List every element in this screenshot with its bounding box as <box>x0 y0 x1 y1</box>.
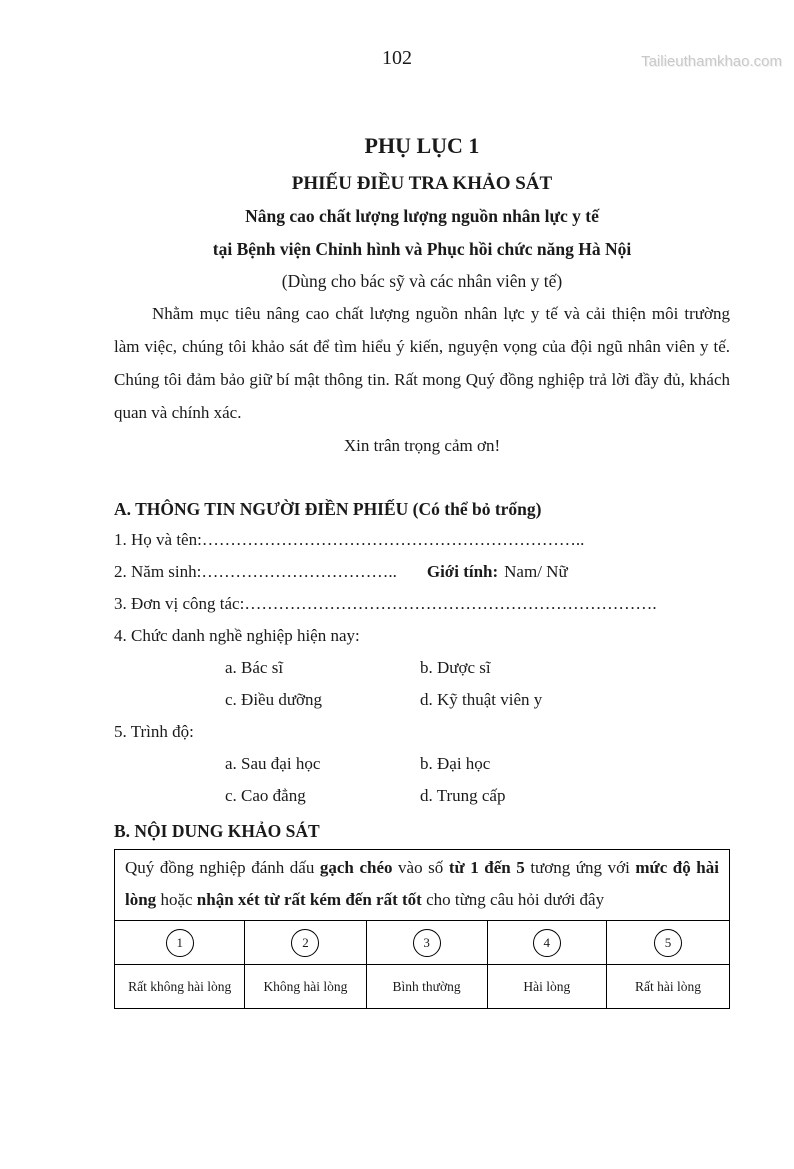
scale-number-cell-3 <box>366 921 487 965</box>
option-education-b: b. Đại học <box>420 754 491 773</box>
option-education-c: c. Cao đẳng <box>225 786 306 805</box>
option-education-a: a. Sau đại học <box>225 754 321 773</box>
option-occupation-b: b. Dược sĩ <box>420 658 491 677</box>
thanks-line: Xin trân trọng cảm ơn! <box>343 436 501 455</box>
occupation-options-row-1 <box>114 652 730 684</box>
circled-number-2-icon: 2 <box>291 929 319 957</box>
option-occupation-c: c. Điều dưỡng <box>225 690 323 709</box>
scale-label-cell-5: Rất hài lòng <box>606 965 729 1009</box>
field-workplace: 3. Đơn vị công tác:………………………………………………………………. <box>114 594 657 613</box>
field-fullname: 1. Họ và tên:………………………………………………………….. <box>114 530 585 549</box>
appendix-title: PHỤ LỤC 1 <box>364 133 480 158</box>
page-number: 102 <box>382 47 412 69</box>
question-occupation: 4. Chức danh nghề nghiệp hiện nay: <box>114 626 360 645</box>
circled-number-1-icon: 1 <box>166 929 194 957</box>
option-occupation-d: d. Kỹ thuật viên y <box>420 690 543 709</box>
audience-note: (Dùng cho bác sỹ và các nhân viên y tế) <box>281 271 563 291</box>
scale-label-cell-2: Không hài lòng <box>245 965 366 1009</box>
scale-label-cell-3: Bình thường <box>366 965 487 1009</box>
scale-label-cell-4: Hài lòng <box>487 965 606 1009</box>
instruction-row <box>115 850 730 921</box>
field-birthyear-line <box>114 556 730 588</box>
section-b-heading: B. NỘI DUNG KHẢO SÁT <box>114 821 320 841</box>
subtitle-line-2: tại Bệnh viện Chỉnh hình và Phục hồi chức năng Hà Nội <box>212 239 632 259</box>
page-content <box>114 132 730 1009</box>
section-a-heading: A. THÔNG TIN NGƯỜI ĐIỀN PHIẾU (Có thể bỏ trống) <box>114 499 542 519</box>
intro-paragraph: Nhằm mục tiêu nâng cao chất lượng nguồn nhân lực y tế và cải thiện môi trường làm việc, chúng tôi khảo sát để tìm hiểu ý kiến, nguyện vọng của đội ngũ nhân viên y tế. Chúng tôi đảm bảo giữ bí mật thông tin. Rất mong Quý đồng nghiệp trả lời đầy đủ, khách quan và chính xác. <box>114 304 730 422</box>
occupation-options-row-2 <box>114 684 730 716</box>
form-title: PHIẾU ĐIỀU TRA KHẢO SÁT <box>291 173 553 194</box>
field-birthyear: 2. Năm sinh:…………………………….. <box>114 562 397 581</box>
instruction-cell: Quý đồng nghiệp đánh dấu gạch chéo vào số từ 1 đến 5 tương ứng với mức độ hài lòng hoặc nhận xét từ rất kém đến rất tốt cho từng câu hỏi dưới đây <box>115 850 730 921</box>
scale-number-row <box>115 921 730 965</box>
question-education: 5. Trình độ: <box>114 722 194 741</box>
site-watermark: Tailieuthamkhao.com <box>641 53 782 70</box>
option-occupation-a: a. Bác sĩ <box>225 658 284 677</box>
education-options-row-2 <box>114 780 730 812</box>
circled-number-4-icon: 4 <box>533 929 561 957</box>
scale-label-row <box>115 965 730 1009</box>
scale-number-cell-5 <box>606 921 729 965</box>
option-education-d: d. Trung cấp <box>420 786 506 805</box>
subtitle-line-1: Nâng cao chất lượng lượng nguồn nhân lực y tế <box>245 206 599 226</box>
scale-number-cell-1 <box>115 921 245 965</box>
circled-number-3-icon: 3 <box>413 929 441 957</box>
education-options-row-1 <box>114 748 730 780</box>
circled-number-5-icon: 5 <box>654 929 682 957</box>
scale-label-cell-1: Rất không hài lòng <box>115 965 245 1009</box>
gender-label: Giới tính: <box>426 562 499 581</box>
scale-number-cell-2 <box>245 921 366 965</box>
gender-options: Nam/ Nữ <box>504 562 568 581</box>
scale-number-cell-4 <box>487 921 606 965</box>
rating-scale-table <box>114 849 730 1009</box>
document-page <box>0 46 794 1169</box>
